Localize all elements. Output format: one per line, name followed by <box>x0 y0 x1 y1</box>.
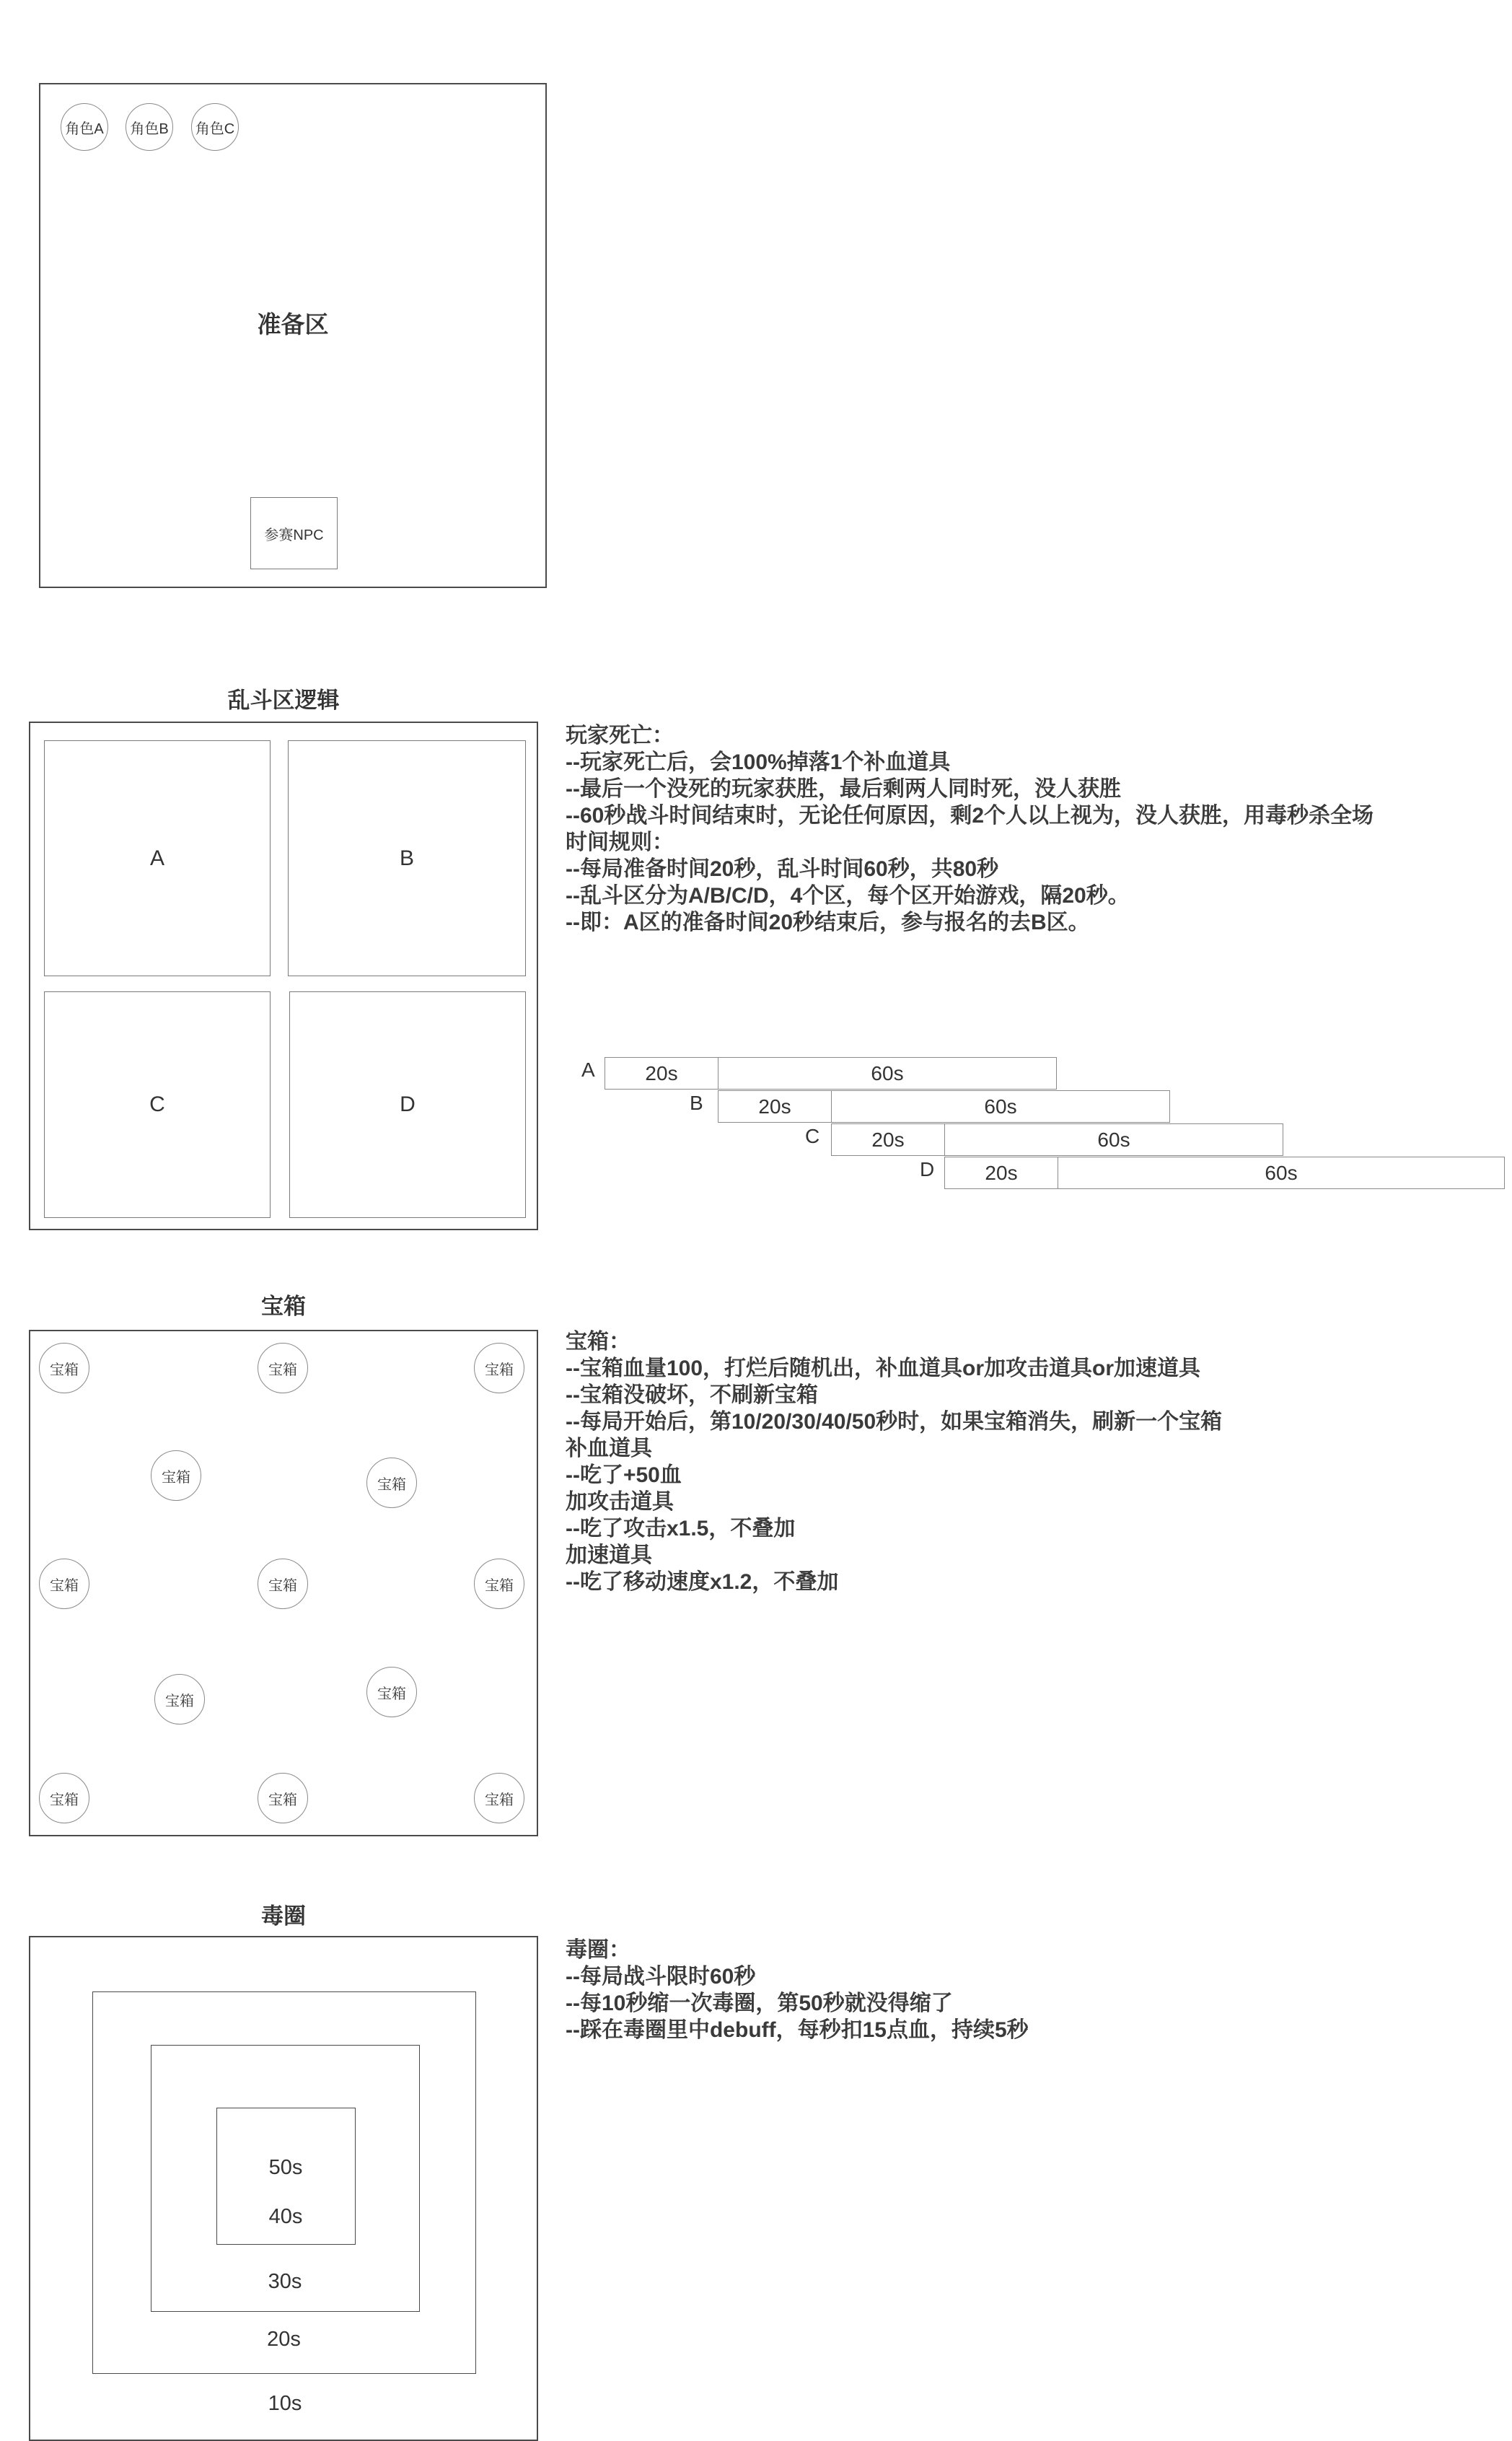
brawl-note-line: --玩家死亡后，会100%掉落1个补血道具 <box>566 750 951 774</box>
brawl-note-line: 玩家死亡： <box>566 724 674 748</box>
ring-30s-label: 30s <box>268 2270 302 2293</box>
timeline-zone-d-label: D <box>920 1158 935 1180</box>
poison-note-line: 毒圈： <box>566 1938 630 1962</box>
chest-note-line: 宝箱： <box>566 1330 630 1354</box>
chest-note-line: --吃了+50血 <box>566 1463 682 1487</box>
chest-note-line: --每局开始后，第10/20/30/40/50秒时，如果宝箱消失，刷新一个宝箱 <box>566 1410 1223 1434</box>
chest-note-line: 补血道具 <box>566 1437 652 1460</box>
timeline-zone-c-label: C <box>805 1125 820 1147</box>
timeline-d-prep: 20s <box>944 1157 1058 1189</box>
chest-note-line: --宝箱血量100，打烂后随机出，补血道具or加攻击道具or加速道具 <box>566 1357 1201 1380</box>
timeline-d-fight: 60s <box>1058 1157 1505 1189</box>
brawl-section-title: 乱斗区逻辑 <box>227 688 340 713</box>
chest-notes <box>566 1328 1503 1595</box>
prep-area-panel <box>39 83 547 588</box>
poison-ring-30s <box>151 2045 420 2312</box>
chest-token[interactable]: 宝箱 <box>39 1343 89 1393</box>
character-c-token[interactable]: 角色C <box>191 103 239 151</box>
chest-area-panel <box>29 1330 538 1836</box>
ring-40s-label: 40s <box>268 2205 303 2228</box>
brawl-note-line: --最后一个没死的玩家获胜，最后剩两人同时死，没人获胜 <box>566 777 1121 801</box>
ring-50s-label: 50s <box>268 2156 303 2179</box>
zone-b <box>288 740 526 976</box>
timeline-b-prep: 20s <box>718 1090 832 1123</box>
zone-b-label: B <box>399 846 414 870</box>
ring-10s-label: 10s <box>268 2392 302 2415</box>
poison-section-title: 毒圈 <box>261 1903 306 1929</box>
zone-c <box>44 991 271 1218</box>
poison-ring-40s <box>216 2108 356 2245</box>
poison-notes <box>566 1937 1503 2043</box>
chest-token[interactable]: 宝箱 <box>366 1458 417 1508</box>
poison-ring-20s <box>92 1991 476 2374</box>
brawl-notes <box>566 722 1503 936</box>
brawl-note-line: --60秒战斗时间结束时，无论任何原因，剩2个人以上视为，没人获胜，用毒秒杀全场 <box>566 804 1374 828</box>
chest-token[interactable]: 宝箱 <box>154 1674 205 1725</box>
zone-d-label: D <box>400 1092 416 1116</box>
zone-timeline <box>570 1057 1512 1194</box>
chest-token[interactable]: 宝箱 <box>474 1559 524 1609</box>
timeline-c-fight: 60s <box>944 1123 1283 1156</box>
timeline-c-prep: 20s <box>831 1123 945 1156</box>
zone-d <box>289 991 526 1218</box>
prep-area-title: 准备区 <box>257 310 329 338</box>
zone-a-label: A <box>149 846 164 870</box>
chest-token[interactable]: 宝箱 <box>39 1559 89 1609</box>
brawl-area-panel <box>29 722 538 1230</box>
chest-note-line: --宝箱没破坏，不刷新宝箱 <box>566 1383 818 1407</box>
chest-section-title: 宝箱 <box>261 1294 306 1319</box>
ring-20s-label: 20s <box>267 2328 301 2351</box>
brawl-note-line: 时间规则： <box>566 831 674 854</box>
brawl-note-line: --每局准备时间20秒，乱斗时间60秒，共80秒 <box>566 857 999 881</box>
chest-token[interactable]: 宝箱 <box>474 1773 524 1823</box>
chest-note-line: 加速道具 <box>566 1543 652 1567</box>
timeline-zone-b-label: B <box>690 1092 703 1114</box>
character-b-token[interactable]: 角色B <box>126 103 173 151</box>
brawl-note-line: --乱斗区分为A/B/C/D，4个区，每个区开始游戏，隔20秒。 <box>566 884 1130 908</box>
timeline-zone-a-label: A <box>581 1059 595 1081</box>
timeline-a-fight: 60s <box>718 1057 1057 1090</box>
chest-token[interactable]: 宝箱 <box>474 1343 524 1393</box>
chest-token[interactable]: 宝箱 <box>258 1773 308 1823</box>
brawl-note-line: --即：A区的准备时间20秒结束后，参与报名的去B区。 <box>566 911 1090 934</box>
chest-note-line: 加攻击道具 <box>566 1490 674 1514</box>
chest-token[interactable]: 宝箱 <box>366 1667 417 1717</box>
zone-a <box>44 740 271 976</box>
zone-c-label: C <box>149 1092 165 1116</box>
chest-token[interactable]: 宝箱 <box>39 1773 89 1823</box>
poison-note-line: --每10秒缩一次毒圈，第50秒就没得缩了 <box>566 1991 953 2015</box>
poison-ring-10s <box>29 1936 538 2441</box>
poison-note-line: --每局战斗限时60秒 <box>566 1965 756 1989</box>
chest-token[interactable]: 宝箱 <box>258 1559 308 1609</box>
chest-token[interactable]: 宝箱 <box>151 1450 201 1501</box>
timeline-a-prep: 20s <box>605 1057 718 1090</box>
timeline-b-fight: 60s <box>831 1090 1170 1123</box>
poison-note-line: --踩在毒圈里中debuff，每秒扣15点血，持续5秒 <box>566 2018 1029 2042</box>
entry-npc[interactable]: 参赛NPC <box>250 497 338 569</box>
chest-note-line: --吃了移动速度x1.2，不叠加 <box>566 1570 839 1594</box>
chest-token[interactable]: 宝箱 <box>258 1343 308 1393</box>
chest-note-line: --吃了攻击x1.5，不叠加 <box>566 1517 796 1541</box>
character-a-token[interactable]: 角色A <box>61 103 108 151</box>
